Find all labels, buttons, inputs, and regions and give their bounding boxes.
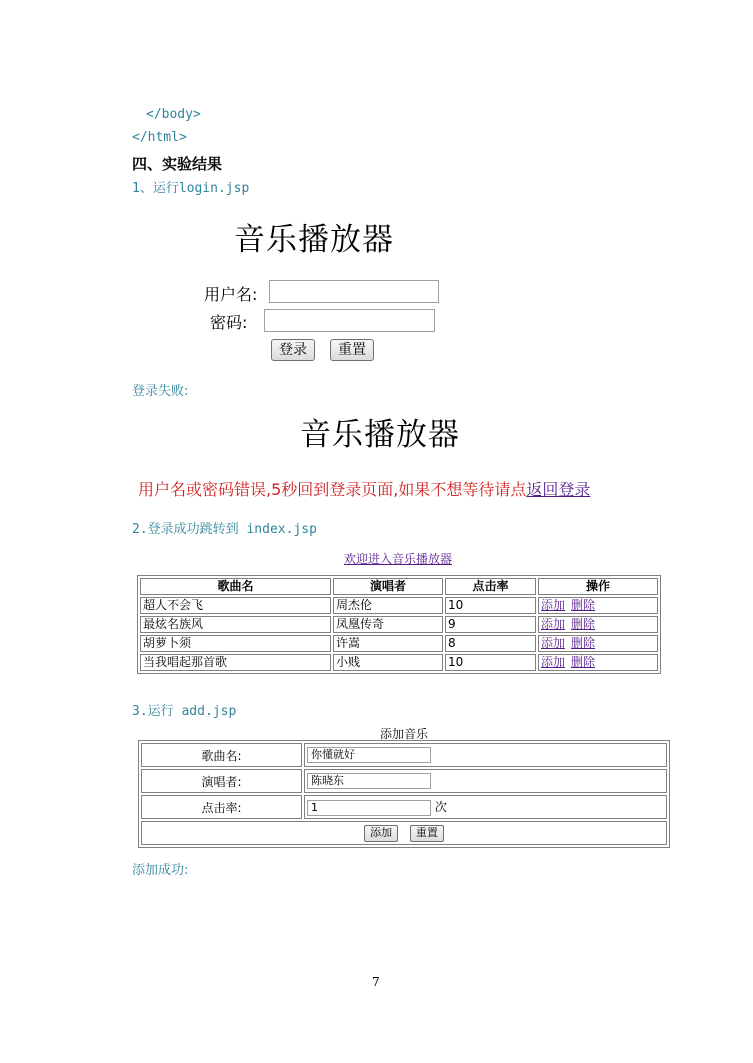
form-row-buttons <box>141 821 667 845</box>
song-input[interactable]: 你懂就好 <box>307 747 431 763</box>
buttons-cell <box>141 821 667 845</box>
singer-cell: 凤凰传奇 <box>333 616 443 633</box>
hits-input[interactable]: 1 <box>307 800 431 816</box>
singer-input-cell <box>304 769 667 793</box>
form-row-hits <box>141 795 667 819</box>
login-screenshot <box>180 202 470 364</box>
hits-label: 点击率: <box>141 795 302 819</box>
welcome-link[interactable]: 欢迎进入音乐播放器 <box>344 552 453 566</box>
song-cell: 超人不会飞 <box>140 597 331 614</box>
code-line-body: </body> <box>146 107 201 122</box>
header-song: 歌曲名 <box>140 578 331 595</box>
header-singer: 演唱者 <box>333 578 443 595</box>
song-cell: 最炫名族风 <box>140 616 331 633</box>
singer-label: 演唱者: <box>141 769 302 793</box>
add-success-label: 添加成功: <box>132 863 189 878</box>
table-header-row <box>140 578 658 595</box>
page-number: 7 <box>372 975 380 989</box>
add-caption: 添加音乐 <box>380 727 429 741</box>
add-button[interactable]: 添加 <box>364 825 398 842</box>
delete-link[interactable]: 删除 <box>571 655 596 669</box>
singer-cell: 小贱 <box>333 654 443 671</box>
table-row <box>140 616 658 633</box>
song-table <box>137 575 661 674</box>
fail-title: 音乐播放器 <box>300 417 460 453</box>
hits-input-cell <box>304 795 667 819</box>
header-hits: 点击率 <box>445 578 536 595</box>
login-title: 音乐播放器 <box>234 222 394 258</box>
username-label: 用户名: <box>204 285 258 304</box>
add-link[interactable]: 添加 <box>541 598 566 612</box>
username-input[interactable] <box>269 280 439 303</box>
song-input-cell <box>304 743 667 767</box>
password-input[interactable] <box>264 309 435 332</box>
fail-label: 登录失败: <box>132 384 189 399</box>
singer-input[interactable]: 陈晓东 <box>307 773 431 789</box>
delete-link[interactable]: 删除 <box>571 617 596 631</box>
singer-cell: 周杰伦 <box>333 597 443 614</box>
table-row <box>140 654 658 671</box>
back-to-login-link[interactable]: 返回登录 <box>526 480 591 499</box>
form-row-song <box>141 743 667 767</box>
hits-cell: 10 <box>445 654 536 671</box>
add-link[interactable]: 添加 <box>541 617 566 631</box>
actions-cell <box>538 635 658 652</box>
delete-link[interactable]: 删除 <box>571 636 596 650</box>
song-cell: 当我唱起那首歌 <box>140 654 331 671</box>
add-link[interactable]: 添加 <box>541 636 566 650</box>
actions-cell <box>538 597 658 614</box>
table-row <box>140 635 658 652</box>
actions-cell <box>538 654 658 671</box>
step-2-label: 2.登录成功跳转到 index.jsp <box>132 522 317 537</box>
step-3-label: 3.运行 add.jsp <box>132 704 237 719</box>
fail-screenshot <box>134 405 644 500</box>
step-1-label: 1、运行login.jsp <box>132 181 250 196</box>
table-row <box>140 597 658 614</box>
password-label: 密码: <box>210 313 248 332</box>
header-actions: 操作 <box>538 578 658 595</box>
hits-cell: 10 <box>445 597 536 614</box>
add-link[interactable]: 添加 <box>541 655 566 669</box>
reset-button[interactable]: 重置 <box>330 339 374 361</box>
form-row-singer <box>141 769 667 793</box>
error-text: 用户名或密码错误,5秒回到登录页面,如果不想等待请点 <box>138 480 527 499</box>
hits-unit: 次 <box>434 800 447 815</box>
login-button[interactable]: 登录 <box>271 339 315 361</box>
add-form-table <box>138 740 670 848</box>
singer-cell: 许嵩 <box>333 635 443 652</box>
section-heading: 四、实验结果 <box>132 155 223 173</box>
delete-link[interactable]: 删除 <box>571 598 596 612</box>
hits-cell: 9 <box>445 616 536 633</box>
hits-cell: 8 <box>445 635 536 652</box>
song-label: 歌曲名: <box>141 743 302 767</box>
song-cell: 胡萝卜须 <box>140 635 331 652</box>
fail-message <box>138 477 590 500</box>
form-reset-button[interactable]: 重置 <box>410 825 444 842</box>
actions-cell <box>538 616 658 633</box>
code-line-html: </html> <box>132 130 187 145</box>
